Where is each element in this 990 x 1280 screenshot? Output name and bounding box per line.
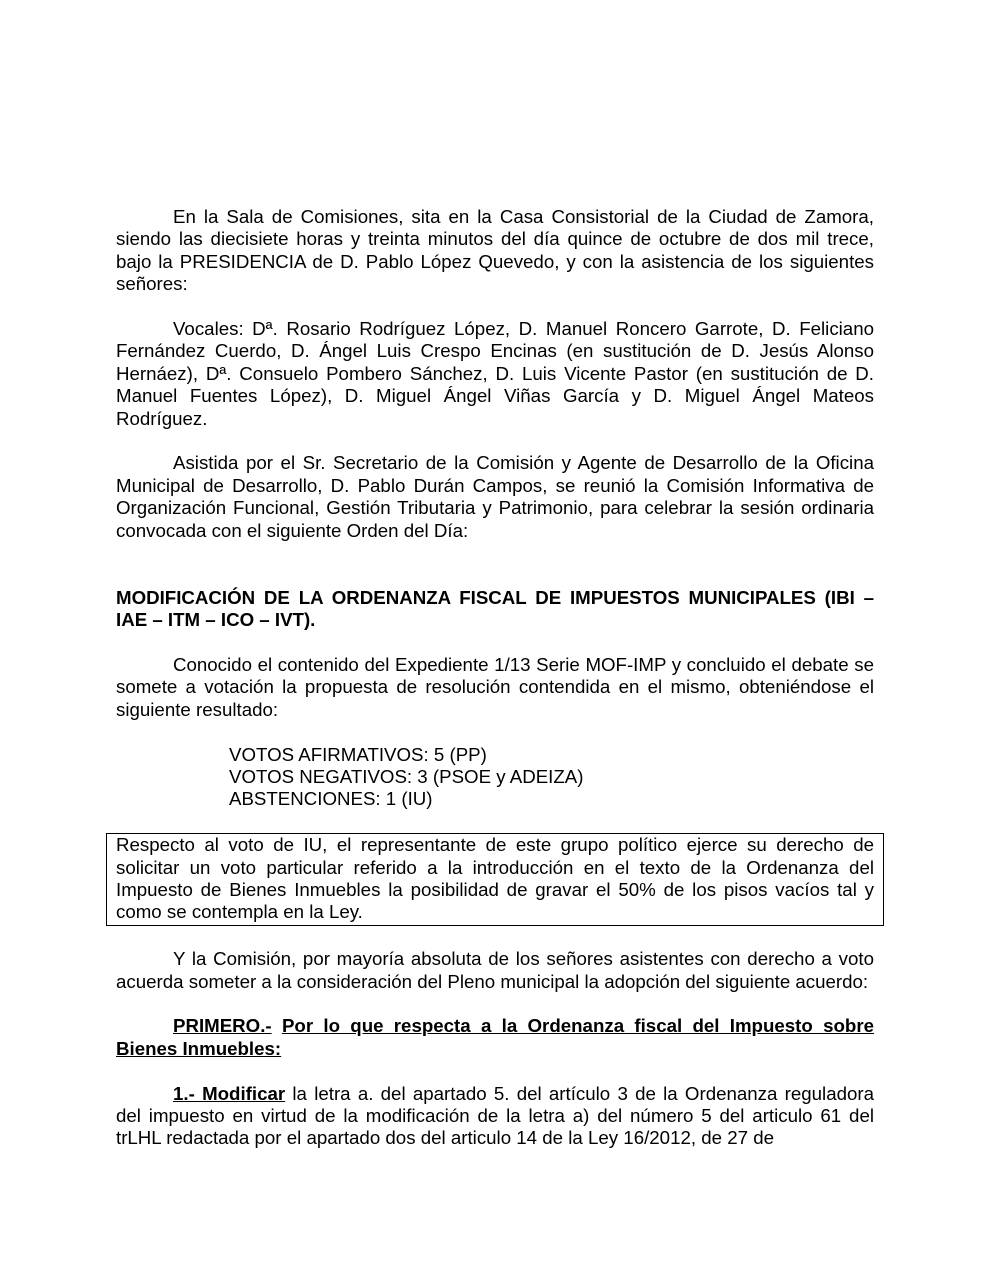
primero-paragraph xyxy=(116,1015,874,1060)
modificar-text: la letra a. del apartado 5. del artículo 3 de la Ordenanza reguladora del impuesto en virtud de la modificación de la letra a) del número 5 del articulo 61 del trLHL redactada por el apartado dos del articulo 14 de la Ley 16/2012, de 27 de xyxy=(116,1082,874,1149)
modificar-label: 1.- Modificar xyxy=(173,1082,286,1104)
primero-text: Por lo que respecta a la Ordenanza fiscal del Impuesto sobre Bienes Inmuebles: xyxy=(116,1015,874,1059)
section-heading: MODIFICACIÓN DE LA ORDENANZA FISCAL DE IMPUESTOS MUNICIPALES (IBI – IAE – ITM – ICO – IVT). xyxy=(116,586,874,631)
votes-abstenciones: ABSTENCIONES: 1 (IU) xyxy=(229,788,433,810)
acuerdo-paragraph: Y la Comisión, por mayoría absoluta de los señores asistentes con derecho a voto acuerda someter a la consideración del Pleno municipal la adopción del siguiente acuerdo: xyxy=(116,948,874,992)
iu-vote-note: Respecto al voto de IU, el representante de este grupo político ejerce su derecho de solicitar un voto particular referido a la introducción en el texto de la Ordenanza del Impuesto de Bienes Inmuebles la posibilidad de gravar el 50% de los pisos vacíos tal y como se contempla en la Ley. xyxy=(116,834,874,923)
intro-paragraph: En la Sala de Comisiones, sita en la Casa Consistorial de la Ciudad de Zamora, siendo las diecisiete horas y treinta minutos del día quince de octubre de dos mil trece, bajo la PRESIDENCIA de D. Pablo López Quevedo, y con la asistencia de los siguientes señores: xyxy=(116,206,874,295)
iu-vote-note-box xyxy=(106,833,884,926)
document-body xyxy=(116,206,874,1150)
primero-label: PRIMERO.- xyxy=(173,1015,272,1037)
votes-afirmativos: VOTOS AFIRMATIVOS: 5 (PP) xyxy=(229,743,487,765)
votes-negativos: VOTOS NEGATIVOS: 3 (PSOE y ADEIZA) xyxy=(229,766,584,788)
conocido-paragraph: Conocido el contenido del Expediente 1/13 Serie MOF-IMP y concluido el debate se somete a votación la propuesta de resolución contendida en el mismo, obteniéndose el siguiente resultado: xyxy=(116,654,874,720)
vocales-paragraph: Vocales: Dª. Rosario Rodríguez López, D. Manuel Roncero Garrote, D. Feliciano Fernández Cuerdo, D. Ángel Luis Crespo Encinas (en sustitución de D. Jesús Alonso Hernáez), Dª. Consuelo Pombero Sánchez, D. Luis Vicente Pastor (en sustitución de D. Manuel Fuentes López), D. Miguel Ángel Viñas García y D. Miguel Ángel Mateos Rodríguez. xyxy=(116,318,874,429)
asistida-paragraph: Asistida por el Sr. Secretario de la Comisión y Agente de Desarrollo de la Oficina Municipal de Desarrollo, D. Pablo Durán Campos, se reunió la Comisión Informativa de Organización Funcional, Gestión Tributaria y Patrimonio, para celebrar la sesión ordinaria convocada con el siguiente Orden del Día: xyxy=(116,452,874,541)
modificar-paragraph xyxy=(116,1083,874,1150)
vote-results xyxy=(229,744,874,811)
